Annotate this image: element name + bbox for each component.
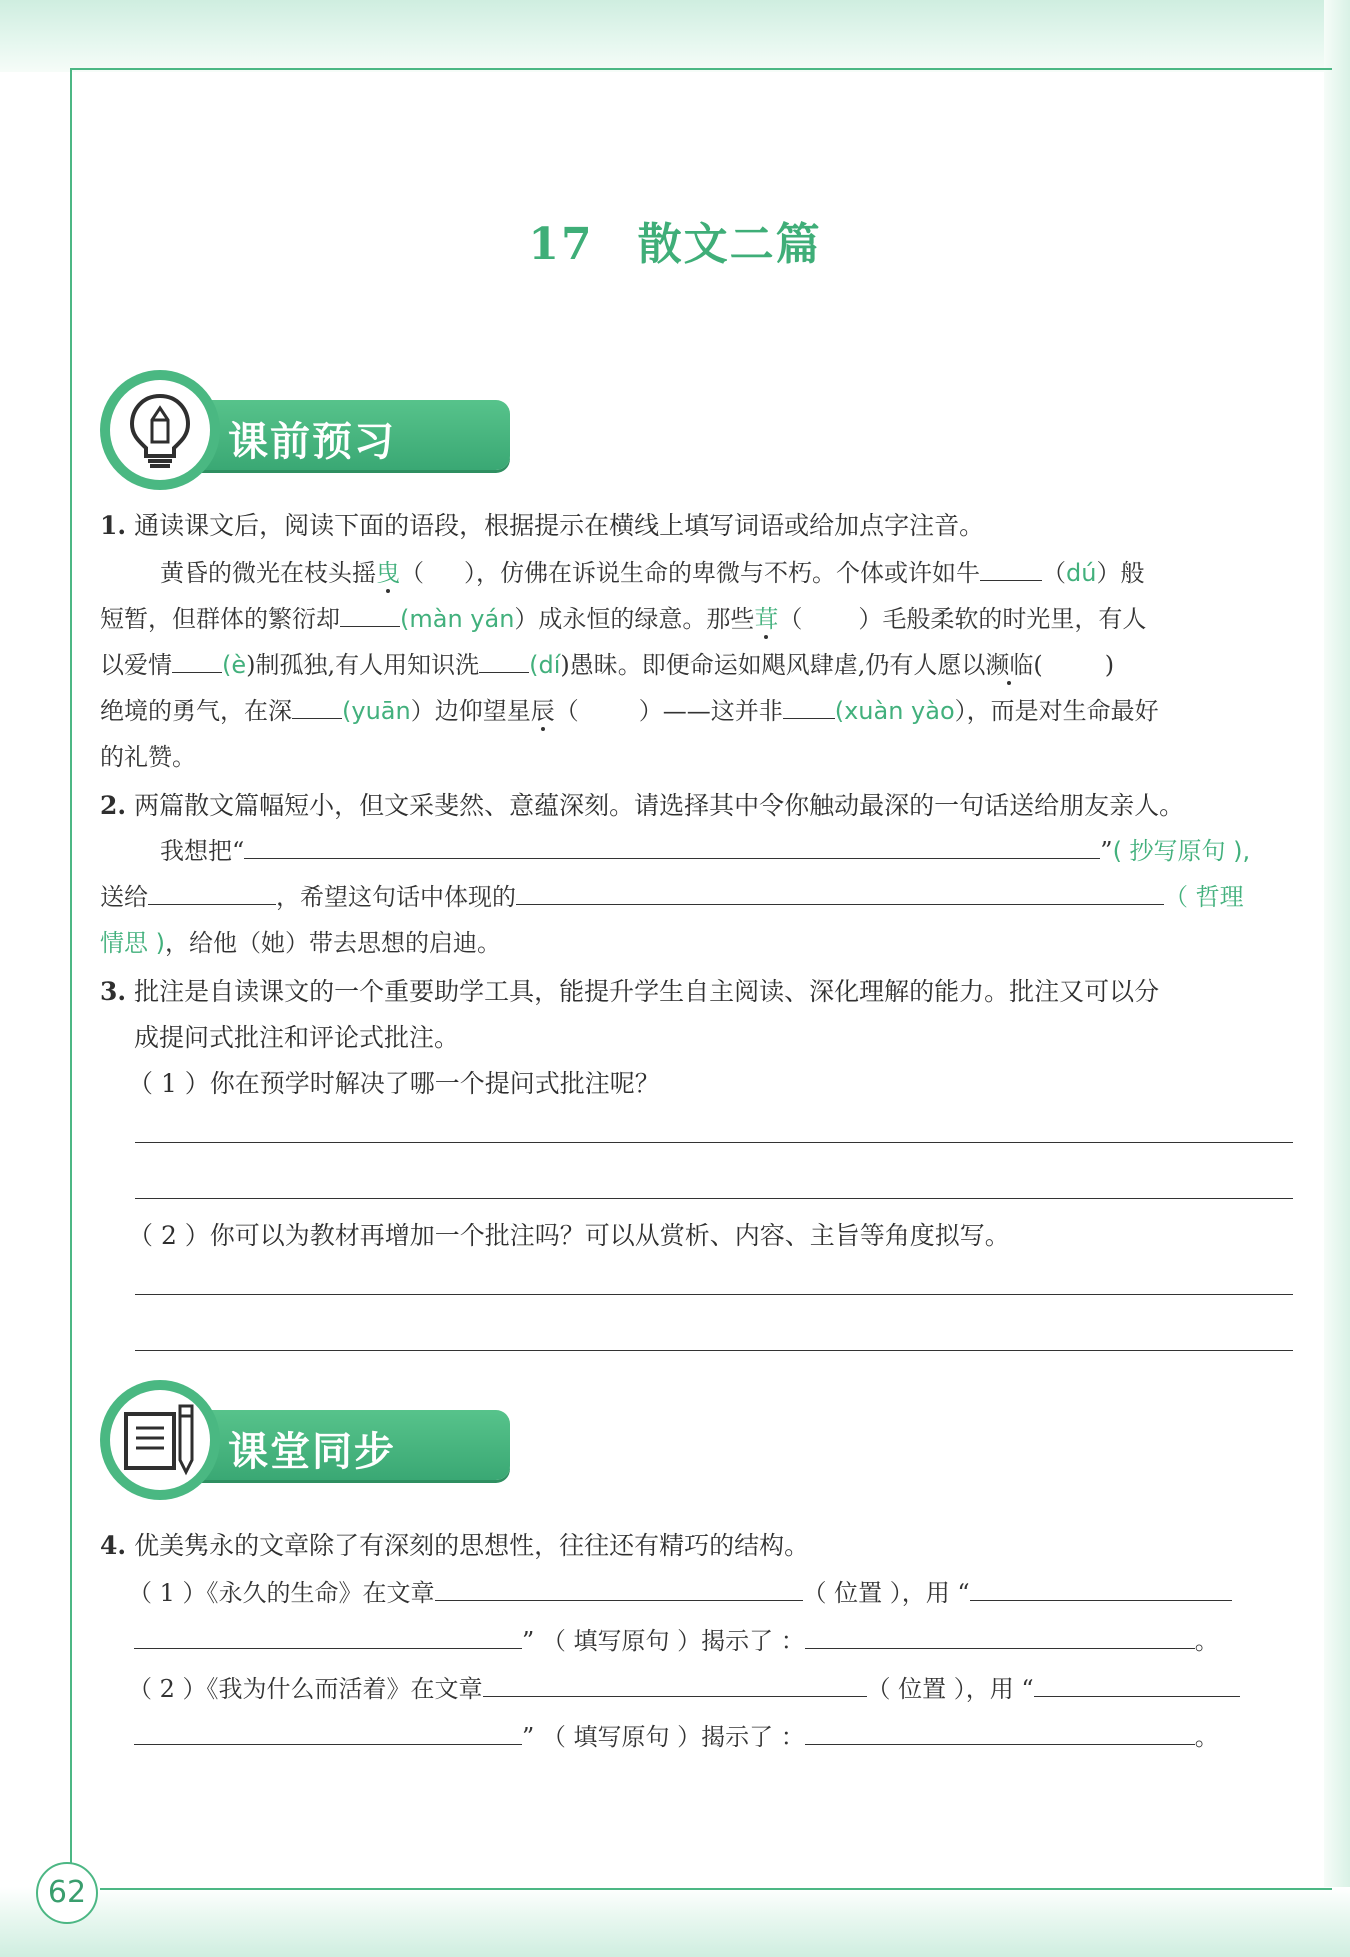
q4-sub-2-line-2 — [134, 1720, 1219, 1754]
question-3-sub-1: （ 1 ）你在预学时解决了哪一个提问式批注呢？ — [128, 1069, 660, 1098]
pinyin-hint: yuān — [351, 697, 411, 725]
q1-passage-line-1: 黄昏的微光在枝头摇曳（ ），仿佛在诉说生命的卑微与不朽。个体或许如牛 （dú）般 — [160, 556, 1144, 590]
text: （ — [554, 697, 579, 725]
text: 我想把“ — [160, 837, 245, 865]
text: （ — [400, 559, 424, 587]
text: ）成永恒的绿意。那些 — [514, 605, 755, 633]
question-3 — [100, 974, 1159, 1010]
text: （ 1 ）《永久的生命》在文章 — [128, 1579, 435, 1607]
q1-passage-line-4: 绝境的勇气，在深 (yuān）边仰望星辰（ ）——这并非 (xuàn yào），而是对生命最好 — [100, 694, 1159, 728]
answer-blank[interactable] — [134, 1720, 522, 1745]
text: ），仿佛在诉说生命的卑微与不朽。个体或许如牛 — [464, 559, 980, 587]
book-pencil-icon — [122, 1400, 200, 1480]
text: ” （ 填写原句 ）揭示了 ： — [522, 1627, 805, 1655]
text: ” — [1100, 837, 1113, 865]
question-number: 4. — [100, 1531, 127, 1560]
answer-line[interactable] — [135, 1294, 1293, 1295]
text: ）——这并非 — [638, 697, 783, 725]
answer-blank[interactable] — [1034, 1672, 1240, 1697]
text: ” （ 填写原句 ）揭示了 ： — [522, 1723, 805, 1751]
q4-sub-1-line-2 — [134, 1624, 1219, 1658]
dotted-char: 茸 — [754, 605, 779, 633]
text: 黄昏的微光在枝头摇 — [160, 559, 376, 587]
q1-passage-line-5: 的礼赞。 — [100, 743, 196, 771]
q2-line-1 — [160, 834, 1250, 868]
section-banner — [180, 1410, 510, 1480]
text: 。 — [1194, 1723, 1219, 1751]
text: ），而是对生命最好 — [954, 697, 1159, 725]
answer-blank[interactable] — [340, 602, 400, 627]
question-number: 2. — [100, 791, 127, 820]
question-4 — [100, 1528, 809, 1564]
question-number: 3. — [100, 977, 127, 1006]
text: ，希望这句话中体现的 — [276, 883, 516, 911]
answer-line[interactable] — [135, 1198, 1293, 1199]
question-2 — [100, 788, 1184, 824]
q1-passage-line-3: 以爱情 (è)制孤独,有人用知识洗 (dí)愚昧。即便命运如飓风肆虐,仍有人愿以濒临( ) — [100, 648, 1114, 682]
text: 短暂，但群体的繁衍却 — [100, 605, 340, 633]
lesson-title: 散文二篇 — [637, 219, 822, 270]
text: ）毛般柔软的时光里，有人 — [858, 605, 1147, 633]
pinyin-hint: dú — [1066, 559, 1097, 587]
answer-line[interactable] — [135, 1350, 1293, 1351]
answer-space[interactable] — [1043, 649, 1105, 673]
q2-line-2 — [100, 880, 1244, 914]
lesson-number: 17 — [528, 219, 594, 270]
section-title: 课堂同步 — [228, 1429, 396, 1475]
answer-blank[interactable] — [134, 1624, 522, 1649]
text: ）般 — [1096, 559, 1145, 587]
text: ) — [1104, 651, 1115, 679]
pinyin-hint: màn yán — [409, 605, 515, 633]
text: 。 — [1194, 1627, 1219, 1655]
text: （ 位置 ），用 “ — [802, 1579, 970, 1607]
answer-blank[interactable] — [483, 1672, 867, 1697]
text: 以爱情 — [100, 651, 172, 679]
text: 送给 — [100, 883, 148, 911]
answer-blank[interactable] — [783, 694, 835, 719]
page-bottom-band — [0, 1887, 1350, 1957]
page-right-band — [1324, 0, 1350, 1957]
frame-bottom-line — [100, 1888, 1332, 1890]
dotted-chars: 濒临 — [985, 651, 1034, 679]
lightbulb-pencil-icon — [122, 390, 198, 470]
answer-blank[interactable] — [970, 1576, 1232, 1601]
section-header-classroom — [100, 1380, 520, 1500]
question-number: 1. — [100, 511, 127, 540]
page-title — [0, 208, 1350, 272]
answer-blank[interactable] — [435, 1576, 803, 1601]
answer-space[interactable] — [424, 557, 464, 581]
text: （ 2 ）《我为什么而活着》在文章 — [128, 1675, 483, 1703]
text: ，给他（她）带去思想的启迪。 — [165, 929, 501, 957]
hint-text: （ 哲理 — [1164, 883, 1244, 911]
answer-blank[interactable] — [980, 556, 1042, 581]
answer-blank[interactable] — [516, 880, 1164, 905]
answer-line[interactable] — [135, 1142, 1293, 1143]
answer-space[interactable] — [579, 695, 639, 719]
answer-blank[interactable] — [292, 694, 342, 719]
hint-text: ( 抄写原句 ), — [1112, 837, 1251, 865]
text: （ 位置 ），用 “ — [866, 1675, 1034, 1703]
pinyin-hint: xuàn yào — [844, 697, 955, 725]
q2-line-3 — [100, 926, 501, 960]
question-text: 优美隽永的文章除了有深刻的思想性，往往还有精巧的结构。 — [134, 1531, 810, 1560]
frame-top-line — [70, 68, 1332, 70]
pinyin-hint: è — [231, 651, 247, 679]
answer-blank[interactable] — [805, 1720, 1195, 1745]
answer-blank[interactable] — [479, 648, 529, 673]
answer-blank[interactable] — [148, 880, 276, 905]
dotted-char: 曳 — [376, 559, 400, 587]
answer-blank[interactable] — [244, 834, 1100, 859]
section-title: 课前预习 — [228, 419, 396, 465]
answer-space[interactable] — [802, 603, 858, 627]
section-header-preview — [100, 370, 520, 490]
answer-blank[interactable] — [805, 1624, 1195, 1649]
section-banner — [180, 400, 510, 470]
question-text: 批注是自读课文的一个重要助学工具，能提升学生自主阅读、深化理解的能力。批注又可以分 — [134, 977, 1160, 1006]
text: ）边仰望星 — [410, 697, 531, 725]
question-3-cont: 成提问式批注和评论式批注。 — [134, 1023, 460, 1052]
frame-left-line — [70, 68, 72, 1888]
text: )愚昧。即便命运如飓风肆虐,仍有人愿以 — [560, 651, 986, 679]
text: ( — [1033, 651, 1043, 679]
answer-blank[interactable] — [172, 648, 222, 673]
q4-sub-2-line-1 — [128, 1672, 1240, 1706]
text: 绝境的勇气，在深 — [100, 697, 292, 725]
question-text: 通读课文后，阅读下面的语段，根据提示在横线上填写词语或给加点字注音。 — [134, 511, 985, 540]
q4-sub-1-line-1 — [128, 1576, 1232, 1610]
q1-passage-line-2: 短暂，但群体的繁衍却 (màn yán）成永恒的绿意。那些茸（ ）毛般柔软的时光里，有人 — [100, 602, 1146, 636]
text: )制孤独,有人用知识洗 — [246, 651, 480, 679]
page-top-band — [0, 0, 1350, 72]
hint-text: 情思 ) — [100, 929, 165, 957]
dotted-char: 辰 — [530, 697, 555, 725]
page-number: 62 — [36, 1862, 98, 1924]
pinyin-hint: dí — [538, 651, 561, 679]
text: （ — [778, 605, 803, 633]
question-1 — [100, 508, 984, 544]
question-text: 两篇散文篇幅短小，但文采斐然、意蕴深刻。请选择其中令你触动最深的一句话送给朋友亲人。 — [134, 791, 1185, 820]
question-3-sub-2: （ 2 ）你可以为教材再增加一个批注吗？可以从赏析、内容、主旨等角度拟写。 — [128, 1221, 1010, 1250]
